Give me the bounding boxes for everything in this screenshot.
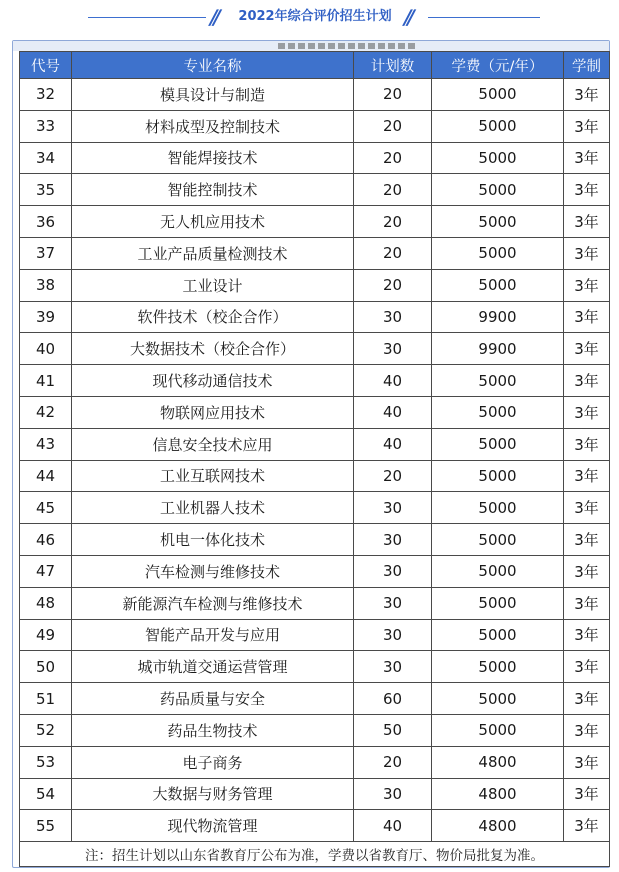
cell-tuition: 9900 (432, 333, 564, 365)
table-row (20, 778, 610, 810)
cell-quota: 40 (354, 428, 432, 460)
cell-tuition: 5000 (432, 396, 564, 428)
table-row (20, 174, 610, 206)
table-row (20, 587, 610, 619)
cell-quota: 30 (354, 778, 432, 810)
note-row (20, 842, 610, 867)
cell-tuition: 5000 (432, 237, 564, 269)
cell-tuition: 5000 (432, 524, 564, 556)
cell-code: 36 (20, 206, 72, 238)
cropped-caption (278, 43, 418, 49)
cell-quota: 60 (354, 683, 432, 715)
table-row (20, 237, 610, 269)
cell-tuition: 5000 (432, 714, 564, 746)
cell-tuition: 5000 (432, 460, 564, 492)
cell-tuition: 4800 (432, 810, 564, 842)
cell-quota: 50 (354, 714, 432, 746)
cell-quota: 30 (354, 301, 432, 333)
cell-quota: 20 (354, 237, 432, 269)
cell-code: 40 (20, 333, 72, 365)
table-row (20, 365, 610, 397)
cell-duration: 3年 (564, 778, 610, 810)
cell-tuition: 5000 (432, 110, 564, 142)
cell-quota: 30 (354, 651, 432, 683)
cell-quota: 30 (354, 492, 432, 524)
title-divider-left (88, 17, 206, 18)
cell-code: 51 (20, 683, 72, 715)
cell-major: 药品生物技术 (72, 714, 354, 746)
cell-code: 47 (20, 555, 72, 587)
cell-quota: 30 (354, 619, 432, 651)
cell-quota: 20 (354, 206, 432, 238)
cell-quota: 20 (354, 142, 432, 174)
cell-major: 现代移动通信技术 (72, 365, 354, 397)
table-frame (12, 40, 610, 868)
cell-duration: 3年 (564, 174, 610, 206)
cell-major: 大数据与财务管理 (72, 778, 354, 810)
cell-duration: 3年 (564, 746, 610, 778)
table-row (20, 206, 610, 238)
slash-decoration-left: // (207, 5, 220, 29)
cell-code: 50 (20, 651, 72, 683)
table-row (20, 555, 610, 587)
cell-tuition: 5000 (432, 619, 564, 651)
cell-tuition: 5000 (432, 555, 564, 587)
cell-major: 汽车检测与维修技术 (72, 555, 354, 587)
table-row (20, 524, 610, 556)
table-row (20, 269, 610, 301)
cell-tuition: 5000 (432, 365, 564, 397)
cell-code: 37 (20, 237, 72, 269)
cell-duration: 3年 (564, 460, 610, 492)
cell-major: 信息安全技术应用 (72, 428, 354, 460)
cell-tuition: 5000 (432, 142, 564, 174)
cell-duration: 3年 (564, 237, 610, 269)
cell-code: 32 (20, 79, 72, 111)
cell-code: 34 (20, 142, 72, 174)
column-header-duration: 学制 (564, 52, 610, 79)
column-header-major: 专业名称 (72, 52, 354, 79)
cell-tuition: 4800 (432, 746, 564, 778)
column-header-tuition: 学费（元/年） (432, 52, 564, 79)
cell-duration: 3年 (564, 651, 610, 683)
cell-quota: 30 (354, 555, 432, 587)
table-row (20, 333, 610, 365)
cell-duration: 3年 (564, 524, 610, 556)
cell-major: 新能源汽车检测与维修技术 (72, 587, 354, 619)
cell-quota: 20 (354, 174, 432, 206)
cell-major: 药品质量与安全 (72, 683, 354, 715)
table-row (20, 746, 610, 778)
cell-code: 55 (20, 810, 72, 842)
cell-tuition: 5000 (432, 587, 564, 619)
column-header-quota: 计划数 (354, 52, 432, 79)
frame-top-strip (13, 41, 609, 51)
cell-major: 工业互联网技术 (72, 460, 354, 492)
cell-major: 物联网应用技术 (72, 396, 354, 428)
cell-major: 现代物流管理 (72, 810, 354, 842)
page-title: 2022年综合评价招生计划 (238, 9, 392, 24)
cell-major: 智能产品开发与应用 (72, 619, 354, 651)
cell-code: 46 (20, 524, 72, 556)
cell-major: 电子商务 (72, 746, 354, 778)
cell-duration: 3年 (564, 333, 610, 365)
cell-tuition: 5000 (432, 683, 564, 715)
slash-decoration-right: // (401, 5, 414, 29)
cell-major: 材料成型及控制技术 (72, 110, 354, 142)
cell-duration: 3年 (564, 110, 610, 142)
cell-duration: 3年 (564, 555, 610, 587)
cell-major: 工业产品质量检测技术 (72, 237, 354, 269)
cell-duration: 3年 (564, 301, 610, 333)
cell-tuition: 5000 (432, 269, 564, 301)
enrollment-table (19, 51, 610, 867)
cell-quota: 20 (354, 746, 432, 778)
cell-major: 智能控制技术 (72, 174, 354, 206)
cell-code: 43 (20, 428, 72, 460)
cell-code: 54 (20, 778, 72, 810)
cell-duration: 3年 (564, 810, 610, 842)
cell-major: 软件技术（校企合作） (72, 301, 354, 333)
cell-code: 35 (20, 174, 72, 206)
cell-major: 模具设计与制造 (72, 79, 354, 111)
cell-quota: 40 (354, 365, 432, 397)
cell-code: 44 (20, 460, 72, 492)
cell-major: 工业机器人技术 (72, 492, 354, 524)
cell-tuition: 4800 (432, 778, 564, 810)
table-row (20, 110, 610, 142)
table-row (20, 810, 610, 842)
cell-major: 大数据技术（校企合作） (72, 333, 354, 365)
column-header-code: 代号 (20, 52, 72, 79)
cell-duration: 3年 (564, 587, 610, 619)
cell-duration: 3年 (564, 492, 610, 524)
cell-quota: 20 (354, 110, 432, 142)
table-row (20, 460, 610, 492)
cell-quota: 20 (354, 460, 432, 492)
table-body (20, 79, 610, 842)
cell-duration: 3年 (564, 683, 610, 715)
cell-major: 智能焊接技术 (72, 142, 354, 174)
cell-tuition: 5000 (432, 79, 564, 111)
cell-tuition: 9900 (432, 301, 564, 333)
table-row (20, 619, 610, 651)
table-row (20, 683, 610, 715)
table-row (20, 492, 610, 524)
cell-quota: 40 (354, 810, 432, 842)
table-row (20, 714, 610, 746)
table-header-row (20, 52, 610, 79)
cell-code: 45 (20, 492, 72, 524)
cell-tuition: 5000 (432, 428, 564, 460)
cell-major: 城市轨道交通运营管理 (72, 651, 354, 683)
cell-quota: 30 (354, 587, 432, 619)
footnote: 注：招生计划以山东省教育厅公布为准，学费以省教育厅、物价局批复为准。 (20, 842, 610, 867)
cell-duration: 3年 (564, 396, 610, 428)
table-row (20, 428, 610, 460)
cell-duration: 3年 (564, 428, 610, 460)
cell-tuition: 5000 (432, 651, 564, 683)
cell-tuition: 5000 (432, 174, 564, 206)
title-divider-right (428, 17, 540, 18)
cell-duration: 3年 (564, 79, 610, 111)
cell-tuition: 5000 (432, 206, 564, 238)
cell-code: 52 (20, 714, 72, 746)
cell-quota: 30 (354, 333, 432, 365)
cell-quota: 30 (354, 524, 432, 556)
cell-duration: 3年 (564, 619, 610, 651)
table-row (20, 301, 610, 333)
cell-duration: 3年 (564, 206, 610, 238)
cell-code: 33 (20, 110, 72, 142)
cell-code: 53 (20, 746, 72, 778)
table-row (20, 142, 610, 174)
cell-code: 41 (20, 365, 72, 397)
cell-major: 无人机应用技术 (72, 206, 354, 238)
cell-duration: 3年 (564, 365, 610, 397)
cell-duration: 3年 (564, 269, 610, 301)
cell-tuition: 5000 (432, 492, 564, 524)
cell-code: 38 (20, 269, 72, 301)
table-row (20, 79, 610, 111)
cell-code: 48 (20, 587, 72, 619)
cell-code: 42 (20, 396, 72, 428)
cell-quota: 40 (354, 396, 432, 428)
cell-major: 机电一体化技术 (72, 524, 354, 556)
cell-major: 工业设计 (72, 269, 354, 301)
cell-duration: 3年 (564, 142, 610, 174)
cell-code: 39 (20, 301, 72, 333)
table-row (20, 651, 610, 683)
cell-quota: 20 (354, 79, 432, 111)
cell-duration: 3年 (564, 714, 610, 746)
cell-quota: 20 (354, 269, 432, 301)
title-bar (0, 4, 619, 30)
table-row (20, 396, 610, 428)
cell-code: 49 (20, 619, 72, 651)
